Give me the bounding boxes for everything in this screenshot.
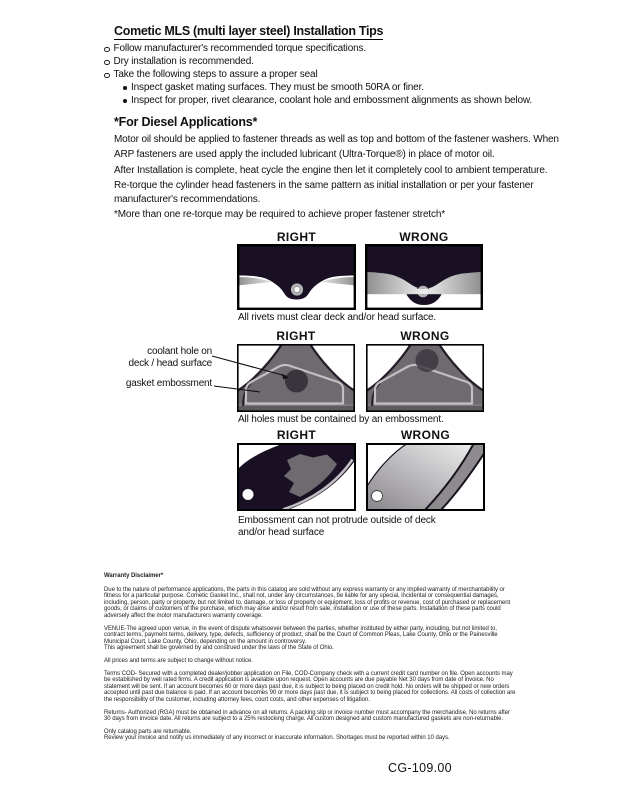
hollow-bullet-icon (104, 47, 110, 53)
bolt-hole (372, 491, 383, 502)
list-item (104, 69, 584, 82)
list-item-text: Inspect for proper, rivet clearance, coolant hole and embossment alignments as shown below. (131, 95, 533, 106)
diagram-embossment-wrong-image (366, 443, 485, 511)
diesel-heading: *For Diesel Applications* (114, 115, 258, 129)
page-code: CG-109.00 (388, 761, 452, 775)
list-item (123, 95, 584, 108)
warranty-paragraph: Only catalog parts are returnable. Review your invoice and notify us immediately of any incorrect or inaccurate information. Shortages must be reported within 10 days. (104, 728, 450, 742)
diesel-paragraph-2: After Installation is complete, heat cycle the engine then let it completely cool to ambient temperature. Re-torque the cylinder head fasteners in the same pattern as initial installation or per your fastener manufacturer's recommendations. (114, 165, 548, 206)
right-label: RIGHT (276, 428, 317, 442)
list-item-text: Follow manufacturer's recommended torque specifications. (113, 43, 367, 54)
wrong-label: WRONG (399, 230, 449, 244)
warranty-paragraph: VENUE-The agreed upon venue, in the event of dispute whatsoever between the parties, whether instituted by either party, including, but not limited to, contract terms, payment terms, delivery, type, defects, sufficiency of product, shall be the Court of Common Pleas, Lake County, Ohio or the Painesville Municipal Court, Lake County, Ohio, depending on the amount in controversy. This agreement shall be governed by and construed under the laws of the State of Ohio. (104, 625, 498, 652)
diagram-row1-caption: All rivets must clear deck and/or head surface. (238, 312, 437, 323)
warranty-heading: Warranty Disclaimer* (104, 573, 164, 579)
diesel-paragraph-1: Motor oil should be applied to fastener threads as well as top and bottom of the fastener washers. When ARP fasteners are used apply the included lubricant (Ultra-Torque®) in place of motor oil. (114, 134, 559, 160)
diagram-embossment-right-image (237, 443, 356, 511)
diagram-coolant-wrong-image (366, 344, 484, 412)
installation-tips-list (104, 43, 584, 108)
bolt-hole (243, 489, 254, 500)
filled-bullet-icon (123, 86, 127, 90)
coolant-hole (285, 370, 308, 393)
diagram-rivet-right-image (237, 244, 356, 310)
list-item-text: Inspect gasket mating surfaces. They must be smooth 50RA or finer. (131, 82, 424, 93)
warranty-paragraph: Returns- Authorized (RGA) must be obtained in advance on all returns. A packing slip or invoice number must accompany the merchandise. No returns after 30 days from invoice date. All returns are subject to a 25% restocking charge. All custom designed and custom manufactured gaskets are non-returnable. (104, 709, 510, 723)
diagram-row3-caption: Embossment can not protrude outside of deck and/or head surface (238, 515, 436, 538)
hollow-bullet-icon (104, 60, 110, 66)
coolant-hole-label: coolant hole on deck / head surface (128, 346, 212, 369)
warranty-paragraph: All prices and terms are subject to change without notice. (104, 657, 253, 664)
diagram-rivet-wrong-image (365, 244, 483, 310)
hollow-bullet-icon (104, 73, 110, 79)
list-item-text: Dry installation is recommended. (113, 56, 254, 67)
list-item-text: Take the following steps to assure a proper seal (113, 69, 318, 80)
right-label: RIGHT (276, 329, 316, 343)
wrong-label: WRONG (400, 329, 450, 343)
right-label: RIGHT (276, 230, 317, 244)
wrong-label: WRONG (400, 428, 451, 442)
coolant-hole (416, 349, 439, 372)
gasket-embossment-label: gasket embossment (125, 378, 212, 389)
list-item (104, 56, 584, 69)
filled-bullet-icon (123, 99, 127, 103)
diagram-row2-caption: All holes must be contained by an embossment. (238, 414, 444, 425)
warranty-paragraph: Terms COD- Secured with a completed dealer/jobber application on File, COD-Company check with a current credit card number on file. Open accounts may be established by well rated firms. A credit application is available upon request. Open accounts are due payable Net 30 days from date of invoice. No statement will be sent. If an account becomes 60 or more days past due, it is subject to being placed on credit hold. No orders will be shipped or new orders accepted until past due balance is paid. If an account becomes 90 or more days past due, it is subject to being placed for collections. All costs of collection are the responsibility of the customer, including attorney fees, court costs, and other expenses of litigation. (104, 670, 516, 703)
diagram-coolant-right-image (237, 344, 355, 412)
list-item (104, 43, 584, 56)
page-title: Cometic MLS (multi layer steel) Installation Tips (114, 24, 384, 38)
retorque-note: *More than one re-torque may be required to achieve proper fastener stretch* (114, 209, 446, 220)
warranty-paragraph: Due to the nature of performance applications, the parts in this catalog are sold without any express warranty or any implied warranty of merchantability or fitness for a particular purpose. Cometic Gasket Inc., shall not, under any circumstances, be liable for any special, incidental or consequential damages, including, person, party or property, but not limited to, damage, or loss of property or equipment, loss of profits or revenue, cost of purchased or replacement goods, or claims of customers of the purchase, which may arise and/or result from sale, installation or use of these parts. Installation of these parts could adversely affect the motor manufacturers warranty coverage. (104, 586, 511, 619)
warranty-disclaimer-section (104, 573, 517, 748)
list-item (123, 82, 584, 95)
